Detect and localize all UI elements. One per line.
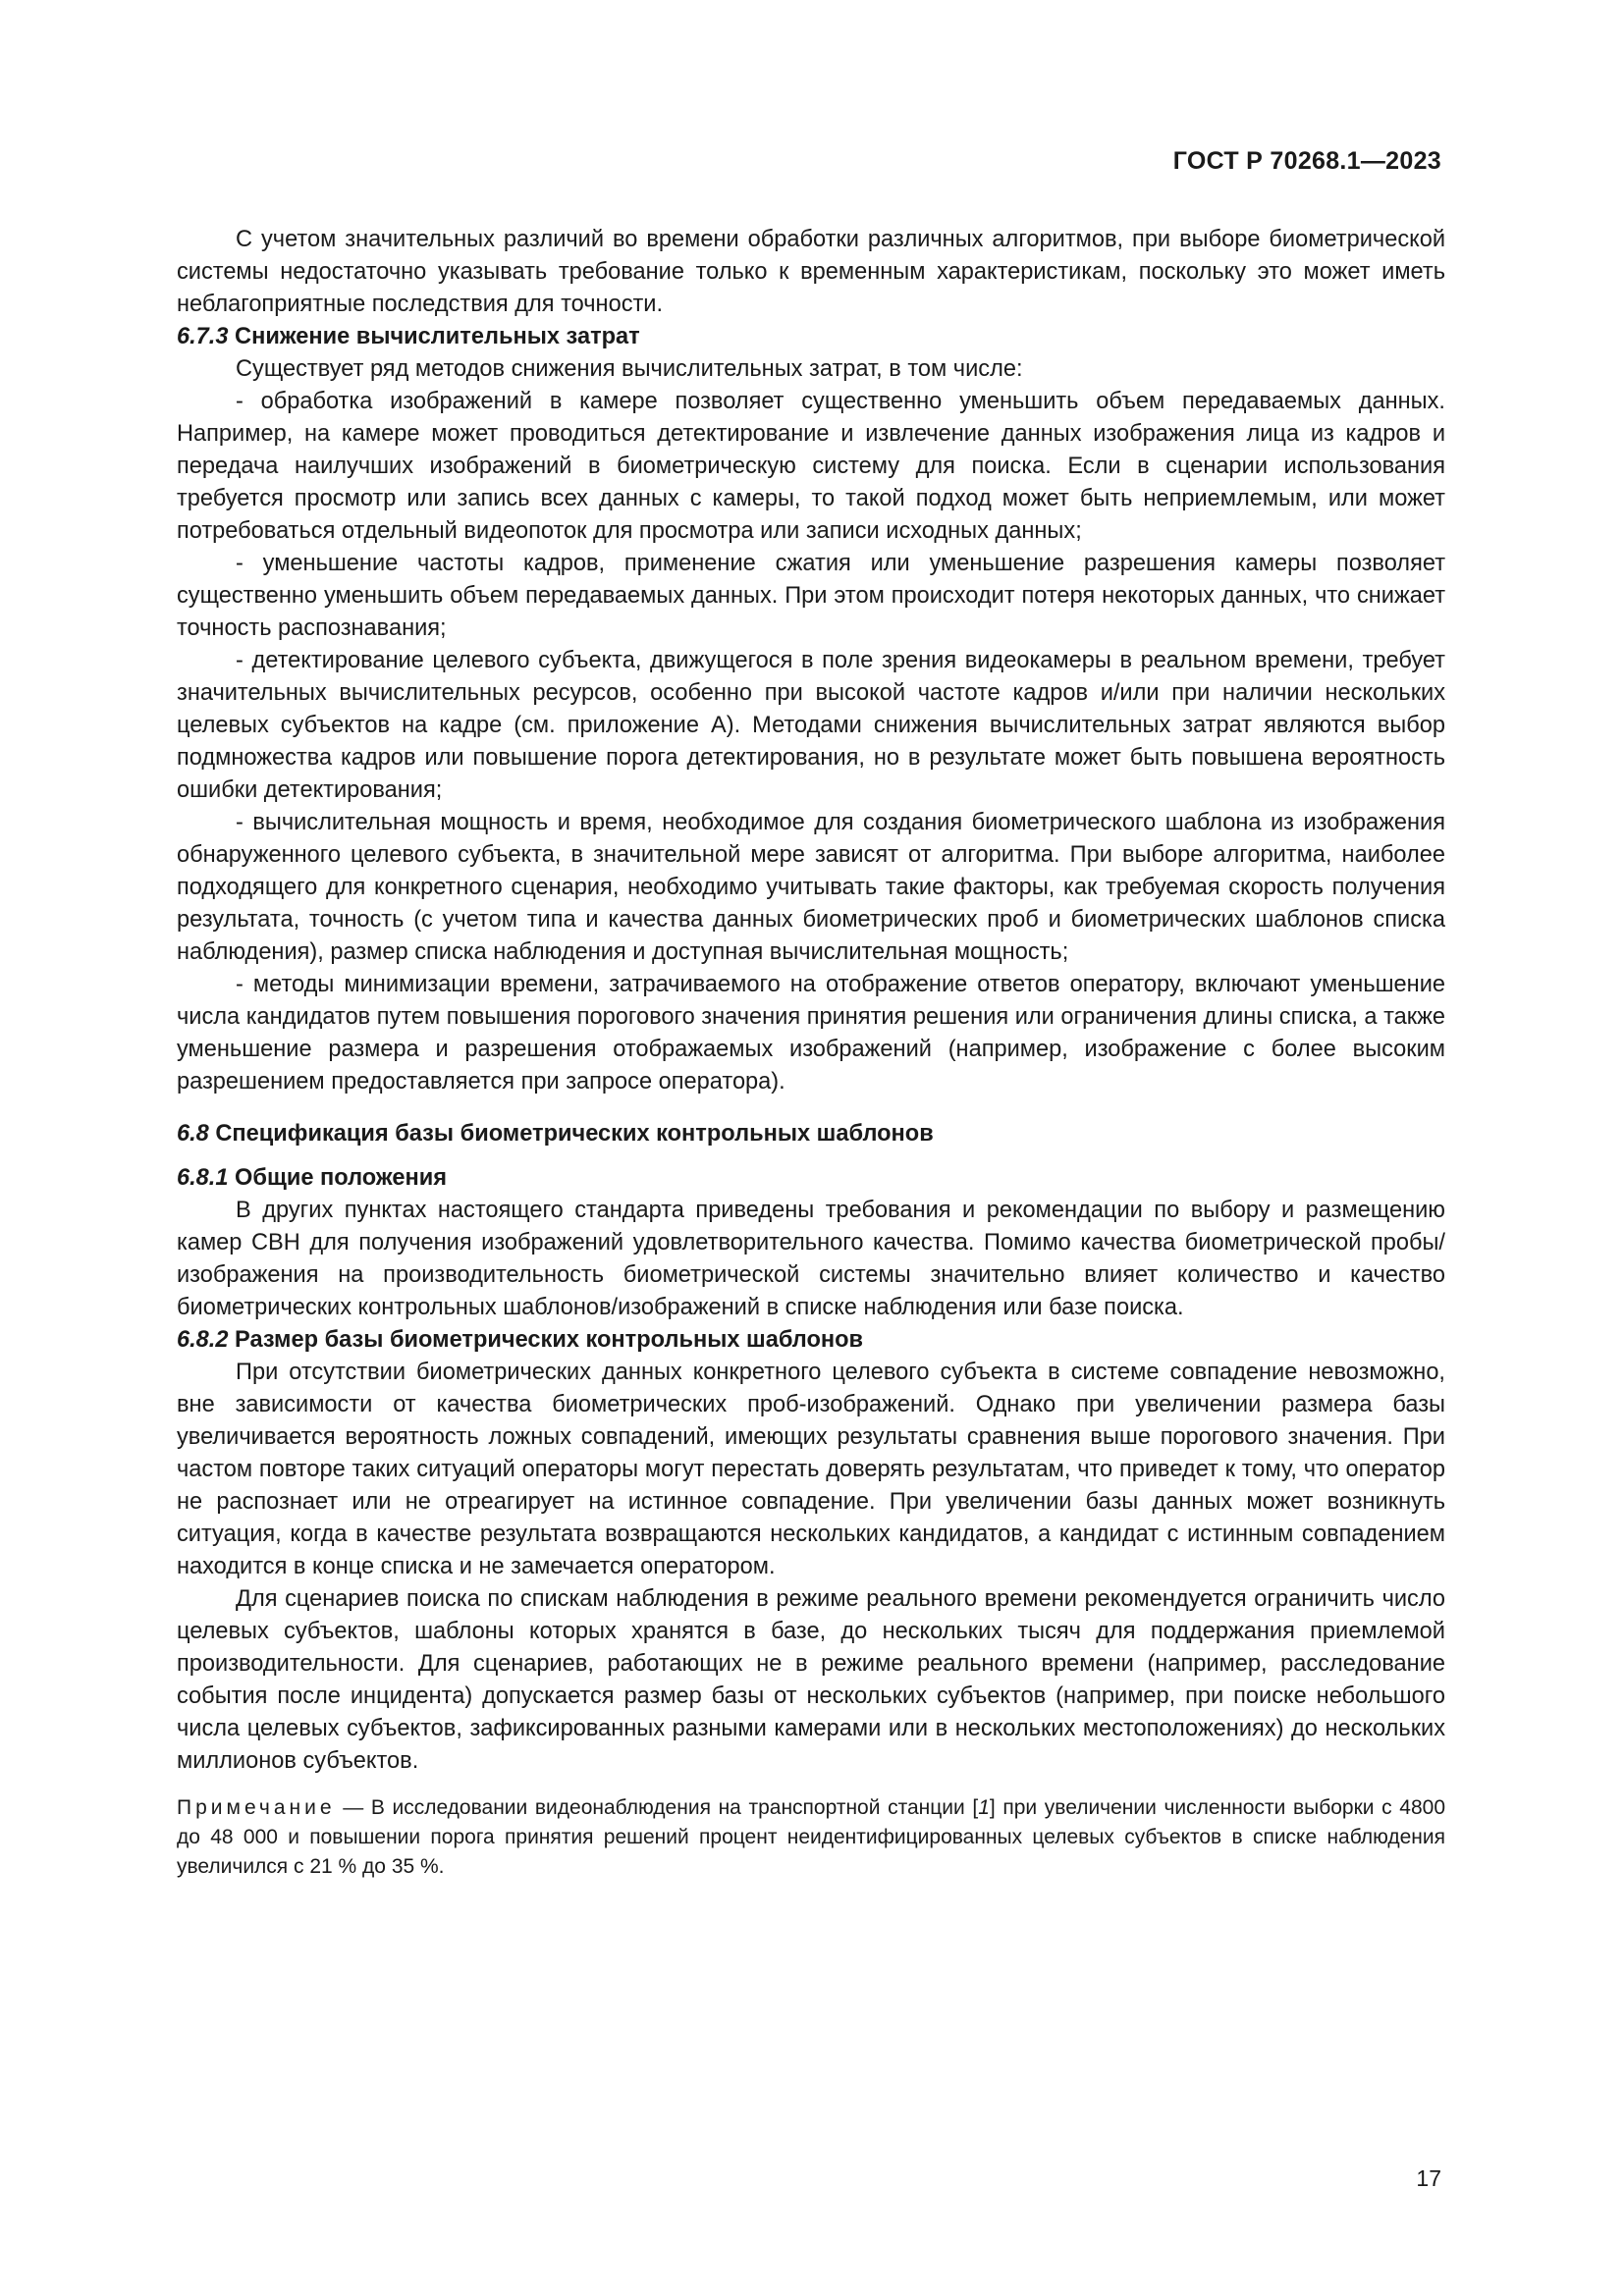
section-6-8-2-paragraph: При отсутствии биометрических данных конкретного целевого субъекта в системе совпадение невозможно, вне зависимости от качества биометрических проб-изображений. Однако при увеличении размера базы увеличивается вероятность ложных совпадений, имеющих результаты сравнения выше порогового значения. При частом повторе таких ситуаций операторы могут перестать доверять результатам, что приведет к тому, что оператор не распознает или не отреагирует на истинное совпадение. При увеличении базы данных может возникнуть ситуация, когда в качестве результата возвращаются нескольких кандидатов, а кандидат с истинным совпадением находится в конце списка и не замечается оператором. bbox=[177, 1360, 1445, 1579]
section-number: 6.7.3 bbox=[177, 324, 229, 349]
page-number: 17 bbox=[1416, 2165, 1441, 2191]
section-title: Общие положения bbox=[235, 1165, 447, 1191]
section-title: Размер базы биометрических контрольных шаблонов bbox=[235, 1327, 864, 1353]
note-paragraph bbox=[177, 1793, 1445, 1882]
document-header: ГОСТ Р 70268.1—2023 bbox=[1172, 147, 1441, 175]
list-item: - методы минимизации времени, затрачиваемого на отображение ответов оператору, включают уменьшение числа кандидатов путем повышения порогового значения принятия решения или ограничения длины списка, а также уменьшение размера и разрешения отображаемых изображений (например, изображение с более высоким разрешением предоставляется при запросе оператора). bbox=[177, 972, 1445, 1095]
section-6-8-heading bbox=[177, 1118, 1445, 1150]
intro-paragraph: С учетом значительных различий во времени обработки различных алгоритмов, при выборе биометрической системы недостаточно указывать требование только к временным характеристикам, поскольку это может иметь неблагоприятные последствия для точности. bbox=[177, 227, 1445, 317]
section-number: 6.8.1 bbox=[177, 1165, 229, 1191]
section-number: 6.8 bbox=[177, 1121, 209, 1147]
section-6-7-3-lead: Существует ряд методов снижения вычислительных затрат, в том числе: bbox=[236, 356, 1023, 382]
bibliography-reference: 1 bbox=[978, 1796, 990, 1819]
list-item: - обработка изображений в камере позволяет существенно уменьшить объем передаваемых данных. Например, на камере может проводиться детектирование и извлечение данных изображения лица из кадров и передача наилучших изображений в биометрическую систему для поиска. Если в сценарии использования требуется просмотр или запись всех данных с камеры, то такой подход может быть неприемлемым, или может потребоваться отдельный видеопоток для просмотра или записи исходных данных; bbox=[177, 389, 1445, 544]
section-6-8-2-paragraph: Для сценариев поиска по спискам наблюдения в режиме реального времени рекомендуется ограничить число целевых субъектов, шаблоны которых хранятся в базе, до нескольких тысяч для поддержания приемлемой производительности. Для сценариев, работающих не в режиме реального времени (например, расследование события после инцидента) допускается размер базы от нескольких субъектов (например, при поиске небольшого числа целевых субъектов, зафиксированных разными камерами или в нескольких местоположениях) до нескольких миллионов субъектов. bbox=[177, 1586, 1445, 1774]
note-text: — В исследовании видеонаблюдения на транспортной станции [ bbox=[335, 1796, 979, 1819]
note-text: ] при увеличении численности выборки с 4800 до 48 000 и повышении порога принятия решений процент неидентифицированных целевых субъектов в списке наблюдения увеличился с 21 % до 35 %. bbox=[177, 1796, 1445, 1878]
section-title: Спецификация базы биометрических контрольных шаблонов bbox=[215, 1121, 934, 1147]
section-6-8-1-paragraph: В других пунктах настоящего стандарта приведены требования и рекомендации по выбору и размещению камер СВН для получения изображений удовлетворительного качества. Помимо качества биометрической пробы/изображения на производительность биометрической системы значительно влияет количество и качество биометрических контрольных шаблонов/изображений в списке наблюдения или базе поиска. bbox=[177, 1198, 1445, 1320]
list-item: - детектирование целевого субъекта, движущегося в поле зрения видеокамеры в реальном времени, требует значительных вычислительных ресурсов, особенно при высокой частоте кадров и/или при наличии нескольких целевых субъектов на кадре (см. приложение А). Методами снижения вычислительных затрат являются выбор подмножества кадров или повышение порога детектирования, но в результате может быть повышена вероятность ошибки детектирования; bbox=[177, 648, 1445, 803]
section-title: Снижение вычислительных затрат bbox=[235, 324, 640, 349]
list-item: - уменьшение частоты кадров, применение сжатия или уменьшение разрешения камеры позволяет существенно уменьшить объем передаваемых данных. При этом происходит потеря некоторых данных, что снижает точность распознавания; bbox=[177, 551, 1445, 641]
section-6-8-1-heading bbox=[177, 1162, 1445, 1195]
section-6-8-2-heading bbox=[177, 1324, 1445, 1357]
note-label: Примечание bbox=[177, 1796, 336, 1819]
section-6-7-3-heading bbox=[177, 321, 1445, 353]
section-number: 6.8.2 bbox=[177, 1327, 229, 1353]
list-item: - вычислительная мощность и время, необходимое для создания биометрического шаблона из изображения обнаруженного целевого субъекта, в значительной мере зависят от алгоритма. При выборе алгоритма, наиболее подходящего для конкретного сценария, необходимо учитывать такие факторы, как требуемая скорость получения результата, точность (с учетом типа и качества данных биометрических проб и биометрических шаблонов списка наблюдения), размер списка наблюдения и доступная вычислительная мощность; bbox=[177, 810, 1445, 965]
page-content bbox=[177, 224, 1445, 1882]
